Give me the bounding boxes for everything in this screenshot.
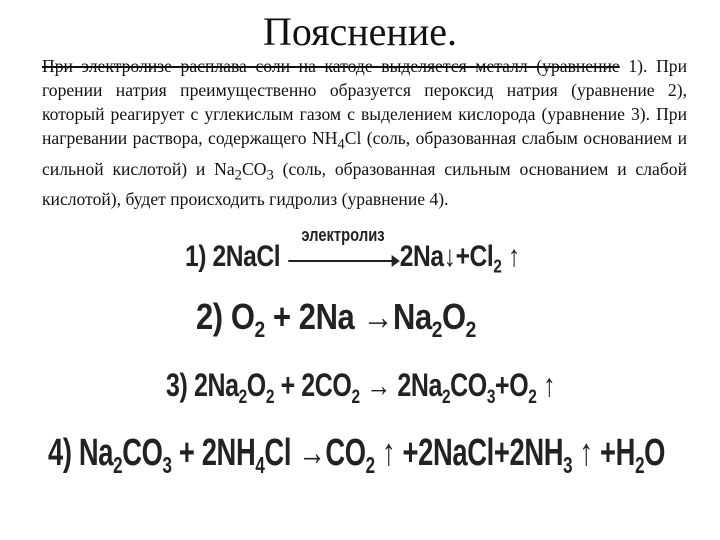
subscript: 4 <box>337 136 345 153</box>
plus-sign: + <box>272 296 291 337</box>
subscript: 2 <box>441 385 451 408</box>
up-arrow: ↑ <box>374 432 396 474</box>
formula-part: + 2NH <box>171 432 256 474</box>
product: Cl <box>469 240 494 273</box>
subscript: 2 <box>493 255 502 277</box>
subscript: 2 <box>465 316 476 342</box>
formula-part: CO <box>122 432 163 474</box>
paragraph-part-3: CO <box>242 158 267 179</box>
subscript: 3 <box>162 452 172 479</box>
up-arrow: ↑ <box>536 367 556 403</box>
product: Na <box>393 296 432 337</box>
subscript: 4 <box>255 452 265 479</box>
product: 2Na <box>399 240 444 273</box>
formula-part: O <box>246 367 266 403</box>
subscript: 2 <box>635 452 645 479</box>
equation-number: 3) <box>166 367 188 403</box>
plus-sign: + <box>455 240 470 273</box>
subscript: 3 <box>266 167 274 184</box>
explanation-paragraph <box>42 54 687 211</box>
paragraph-part-2: Cl (соль, образованная слабым основанием и сильной кислотой) и Na <box>42 128 687 179</box>
formula-part: + 2CO <box>274 367 352 403</box>
paragraph-part-1: 1). При горении натрия преимущественно образуется пероксид натрия (уравнение 2), который реагирует с углекислым газом с выделением кислорода (уравнение 3). При нагревании раствора, содержащего NH <box>42 56 687 148</box>
equation-1 <box>185 225 520 277</box>
formula-part: → 2Na <box>359 367 442 403</box>
reactant: O <box>230 296 255 337</box>
page-title: Пояснение. <box>262 9 457 54</box>
subscript: 2 <box>431 316 443 342</box>
subscript: 3 <box>563 452 573 479</box>
reactant: 2Na <box>298 296 355 337</box>
paragraph-part-4: (соль, образованная сильным основанием и слабой кислотой), будет происходить гидролиз (уравнение 4). <box>42 158 687 210</box>
up-arrow: ↑ <box>572 432 593 474</box>
equation-number: 4) <box>48 432 72 474</box>
subscript: 2 <box>254 316 265 342</box>
subscript: 2 <box>365 452 375 479</box>
subscript: 3 <box>486 385 496 408</box>
equation-number: 1) <box>185 240 207 273</box>
formula-part: CO <box>450 367 487 403</box>
reaction-arrow: → <box>362 296 394 337</box>
subscript: 2 <box>113 452 123 479</box>
formula-part: +O <box>495 367 529 403</box>
subscript: 2 <box>351 385 360 408</box>
formula-part: +H <box>592 432 636 474</box>
up-arrow: ↑ <box>507 240 520 273</box>
subscript: 2 <box>528 385 537 408</box>
formula-part: O <box>644 432 666 474</box>
arrow-label: электролиз <box>301 225 385 246</box>
subscript: 2 <box>265 385 275 408</box>
struck-line: При электролизе расплава соли на катоде выделяется металл (уравнение <box>42 56 620 76</box>
equation-2 <box>196 296 476 342</box>
subscript: 2 <box>234 167 242 184</box>
formula-part: Na <box>78 432 114 474</box>
formula-part: 2Na <box>193 367 239 403</box>
reaction-arrow <box>287 225 400 273</box>
equation-number: 2) <box>196 296 223 337</box>
formula-part: →CO <box>298 432 366 474</box>
product: O <box>442 296 466 337</box>
equation-4 <box>48 432 666 479</box>
reactant: 2NaCl <box>212 240 281 273</box>
formula-part: Cl <box>264 432 299 474</box>
formula-part: +2NaCl+2NH <box>395 432 564 474</box>
equation-3 <box>166 367 556 408</box>
down-arrow: ↓ <box>443 240 456 273</box>
subscript: 2 <box>238 385 247 408</box>
